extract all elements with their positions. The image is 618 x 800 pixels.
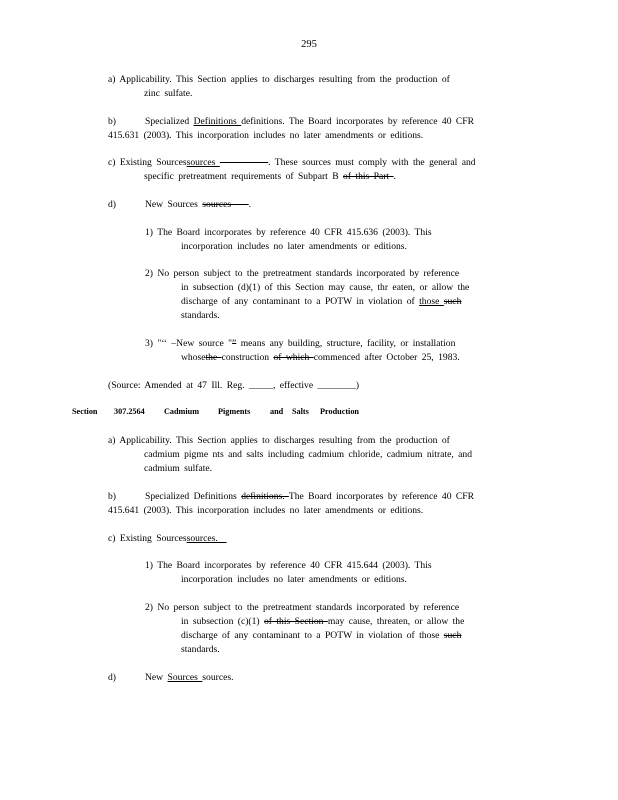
text-run: whose [181, 352, 206, 363]
deleted-text: of this Part [343, 171, 394, 182]
item-d2-line-2: in subsection (d)(1) of this Section may cause, thr eaten, or allow the [181, 282, 470, 293]
item-d1-line-1: 1) The Board incorporates by reference 40 CFR 415.636 (2003). This [145, 227, 432, 238]
text-run: . These sources must comply with the general and [268, 157, 476, 168]
item-c-line-1 [108, 532, 227, 546]
text-run: 3) "‘‘ –New source " [145, 338, 233, 349]
item-c2-line-2 [145, 615, 464, 629]
text-run: definitions. The Board incorporates by reference 40 CFR [241, 116, 475, 127]
item-d3 [145, 337, 460, 365]
text-run: New Sources [145, 199, 203, 210]
text-run: may cause, threaten, or allow the [327, 616, 465, 627]
item-d2-line-1: 2) No person subject to the pretreatment standards incorporated by reference [145, 268, 460, 279]
item-d2 [145, 267, 469, 323]
deleted-text: ” [232, 338, 237, 349]
deleted-text: sources [202, 199, 249, 210]
text-run: discharge of any contaminant to a POTW in violation of [181, 296, 420, 307]
section-number: 307.2564 [114, 407, 145, 416]
item-c-existing-sources [108, 156, 476, 184]
item-b-definitions [108, 115, 475, 143]
item-b-definitions [108, 490, 475, 518]
item-d-line-1 [145, 198, 251, 212]
text-run: Specialized Definitions [145, 491, 242, 502]
text-run: in subsection (c)(1) [181, 616, 264, 627]
text-run: specific pretreatment requirements of Subpart B [144, 171, 344, 182]
inserted-text: Definitions [193, 116, 242, 127]
item-c1-line-2: incorporation includes no later amendments or editions. [181, 574, 407, 585]
text-run: c) Existing Sources [108, 533, 187, 544]
item-b-line-1 [145, 115, 474, 129]
item-c-existing-sources [108, 532, 227, 546]
item-d3-line-2 [145, 351, 460, 365]
item-a-line-1: a) Applicability. This Section applies to discharges resulting from the production of [108, 435, 450, 446]
text-run: c) Existing Sources [108, 157, 187, 168]
item-c-line-1 [108, 156, 476, 170]
inserted-text: Sources [167, 672, 203, 683]
text-run: New [145, 672, 168, 683]
inserted-text: sources. [186, 533, 227, 544]
text-run: . [393, 171, 396, 182]
deleted-text: the [205, 352, 222, 363]
section-word: Section [72, 407, 98, 416]
item-b-line-2: 415.631 (2003). This incorporation includes no later amendments or editions. [108, 130, 424, 141]
text-run: . [248, 199, 252, 210]
deleted-text: definitions. [241, 491, 289, 502]
inserted-text: sources [186, 157, 220, 168]
item-d3-line-1 [145, 337, 460, 351]
item-a-line-1: a) Applicability. This Section applies to discharges resulting from the production of [108, 74, 450, 85]
item-d-line-1 [145, 671, 233, 685]
item-b-label: b) [108, 491, 116, 502]
item-c1-line-1: 1) The Board incorporates by reference 40 CFR 415.644 (2003). This [145, 560, 432, 571]
text-run: The Board incorporates by reference 40 CFR [288, 491, 475, 502]
deleted-text: of this Section [264, 616, 328, 627]
deleted-text [220, 157, 268, 168]
item-d-label: d) [108, 672, 116, 683]
item-c2-line-3 [145, 629, 464, 643]
text-run: means any building, structure, facility, or installation [236, 338, 456, 349]
text-run: discharge of any contaminant to a POTW in violation of those [181, 630, 444, 641]
item-a-line-3: cadmium sulfate. [144, 463, 213, 474]
section-title-word: Salts [292, 407, 309, 416]
section-title-word: and [270, 407, 284, 416]
item-d-new-sources [145, 671, 233, 685]
item-d-label: d) [108, 199, 116, 210]
item-a-applicability [108, 434, 472, 476]
text-run: commenced after October 25, 1983. [313, 352, 460, 363]
inserted-text: those [419, 296, 444, 307]
page-number: 295 [301, 39, 317, 50]
text-run: Specialized [145, 116, 194, 127]
item-d1 [145, 226, 432, 254]
item-a-line-2: zinc sulfate. [144, 88, 193, 99]
item-d2-line-4: standards. [181, 310, 220, 321]
section-title-word: Cadmium [164, 407, 200, 416]
source-note: (Source: Amended at 47 Ill. Reg. _____, effective ________) [108, 380, 360, 391]
item-b-line-1 [145, 490, 474, 504]
item-c-line-2 [108, 170, 476, 184]
text-run: sources. [202, 672, 234, 683]
item-c1 [145, 559, 432, 587]
deleted-text: such [443, 296, 462, 307]
section-title-word: Pigments [218, 407, 251, 416]
item-a-line-2: cadmium pigme nts and salts including cadmium chloride, cadmium nitrate, and [144, 449, 472, 460]
item-c2-line-1: 2) No person subject to the pretreatment standards incorporated by reference [145, 602, 460, 613]
text-run: construction [221, 352, 274, 363]
item-b-label: b) [108, 116, 116, 127]
deleted-text: of which [273, 352, 314, 363]
item-a-applicability [108, 73, 450, 101]
item-c2-line-4: standards. [181, 644, 220, 655]
item-b-line-2: 415.641 (2003). This incorporation includes no later amendments or editions. [108, 505, 424, 516]
item-d2-line-3 [145, 295, 469, 309]
section-title-word: Production [320, 407, 359, 416]
deleted-text: such [443, 630, 462, 641]
item-c2 [145, 601, 464, 657]
item-d-new-sources [145, 198, 251, 212]
item-d1-line-2: incorporation includes no later amendments or editions. [181, 241, 407, 252]
